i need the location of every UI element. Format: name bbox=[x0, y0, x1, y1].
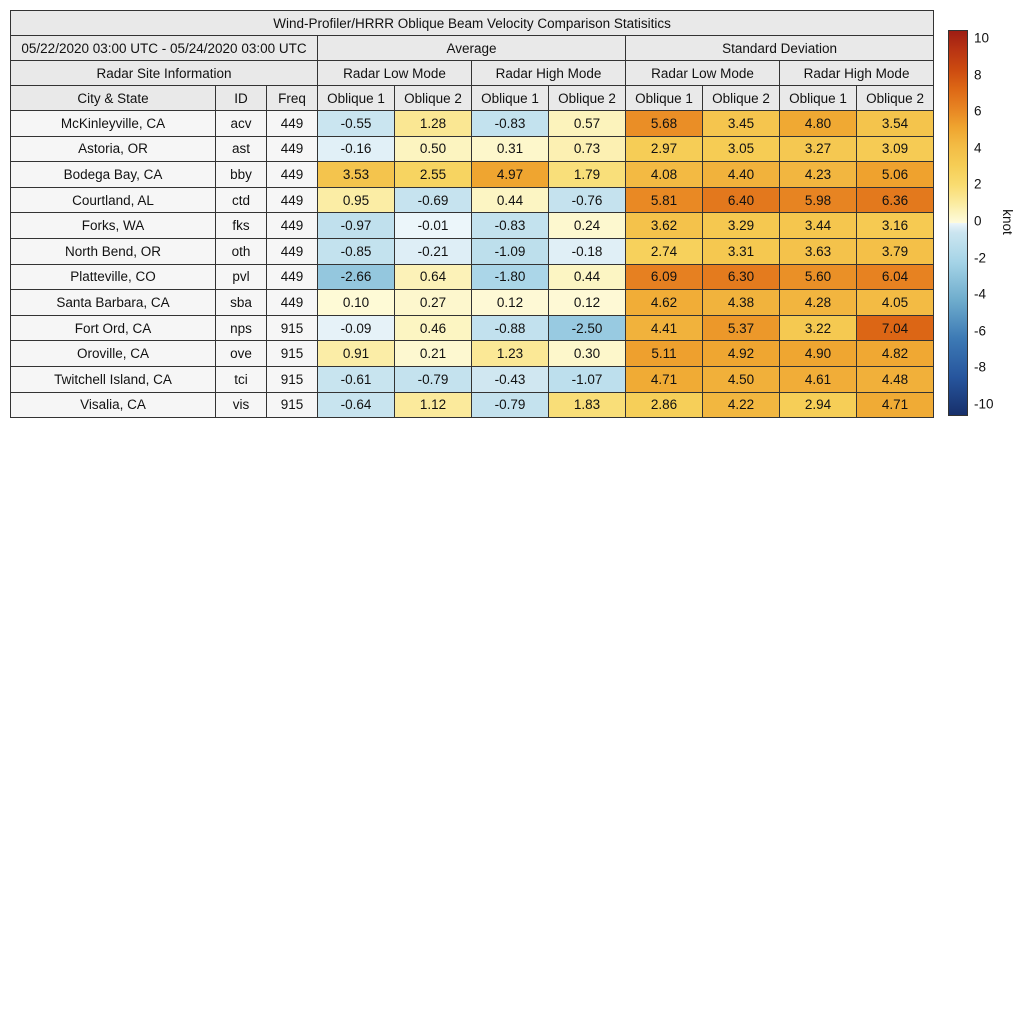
value-cell-avg-low-oblique1: -0.09 bbox=[318, 315, 395, 341]
id-cell: tci bbox=[216, 366, 267, 392]
avg-high-mode-header: Radar High Mode bbox=[472, 61, 626, 86]
id-cell: acv bbox=[216, 111, 267, 137]
value-cell-avg-high-oblique2: -2.50 bbox=[549, 315, 626, 341]
chart-title: Wind-Profiler/HRRR Oblique Beam Velocity Comparison Statisitics bbox=[11, 11, 934, 36]
freq-cell: 449 bbox=[267, 187, 318, 213]
value-cell-std-high-oblique2: 3.09 bbox=[857, 136, 934, 162]
oblique1-header: Oblique 1 bbox=[626, 86, 703, 111]
freq-cell: 449 bbox=[267, 264, 318, 290]
std-low-mode-header: Radar Low Mode bbox=[626, 61, 780, 86]
city-cell: Forks, WA bbox=[11, 213, 216, 239]
colorbar-tick-label: 4 bbox=[974, 140, 982, 156]
value-cell-avg-low-oblique1: -0.16 bbox=[318, 136, 395, 162]
value-cell-avg-high-oblique2: 0.12 bbox=[549, 290, 626, 316]
city-cell: Fort Ord, CA bbox=[11, 315, 216, 341]
value-cell-avg-low-oblique2: 0.46 bbox=[395, 315, 472, 341]
colorbar-tick-label: -4 bbox=[974, 286, 987, 302]
value-cell-avg-high-oblique2: -1.07 bbox=[549, 366, 626, 392]
freq-cell: 915 bbox=[267, 315, 318, 341]
value-cell-std-high-oblique2: 4.48 bbox=[857, 366, 934, 392]
value-cell-avg-low-oblique1: -0.55 bbox=[318, 111, 395, 137]
std-deviation-group-header: Standard Deviation bbox=[626, 36, 934, 61]
city-cell: McKinleyville, CA bbox=[11, 111, 216, 137]
value-cell-std-low-oblique1: 4.08 bbox=[626, 162, 703, 188]
colorbar bbox=[948, 0, 1024, 430]
freq-cell: 915 bbox=[267, 366, 318, 392]
value-cell-std-low-oblique2: 3.05 bbox=[703, 136, 780, 162]
date-range-label: 05/22/2020 03:00 UTC - 05/24/2020 03:00 UTC bbox=[11, 36, 318, 61]
id-cell: pvl bbox=[216, 264, 267, 290]
value-cell-avg-high-oblique1: -1.09 bbox=[472, 238, 549, 264]
value-cell-avg-high-oblique1: -0.43 bbox=[472, 366, 549, 392]
table-row bbox=[11, 213, 934, 239]
value-cell-avg-low-oblique2: 0.27 bbox=[395, 290, 472, 316]
value-cell-avg-high-oblique1: 0.12 bbox=[472, 290, 549, 316]
oblique1-header: Oblique 1 bbox=[318, 86, 395, 111]
value-cell-std-low-oblique2: 4.40 bbox=[703, 162, 780, 188]
value-cell-avg-high-oblique1: -1.80 bbox=[472, 264, 549, 290]
value-cell-std-low-oblique2: 3.31 bbox=[703, 238, 780, 264]
oblique2-header: Oblique 2 bbox=[703, 86, 780, 111]
value-cell-std-high-oblique2: 7.04 bbox=[857, 315, 934, 341]
value-cell-std-low-oblique2: 4.22 bbox=[703, 392, 780, 418]
value-cell-std-low-oblique1: 2.74 bbox=[626, 238, 703, 264]
value-cell-std-low-oblique2: 5.37 bbox=[703, 315, 780, 341]
value-cell-avg-low-oblique1: -2.66 bbox=[318, 264, 395, 290]
value-cell-std-high-oblique1: 5.60 bbox=[780, 264, 857, 290]
title-row bbox=[11, 11, 934, 36]
std-high-mode-header: Radar High Mode bbox=[780, 61, 934, 86]
value-cell-avg-low-oblique2: 0.21 bbox=[395, 341, 472, 367]
value-cell-std-low-oblique1: 4.71 bbox=[626, 366, 703, 392]
value-cell-avg-low-oblique2: -0.01 bbox=[395, 213, 472, 239]
value-cell-avg-low-oblique1: -0.97 bbox=[318, 213, 395, 239]
colorbar-tick-label: 6 bbox=[974, 103, 982, 119]
freq-cell: 915 bbox=[267, 341, 318, 367]
freq-cell: 449 bbox=[267, 213, 318, 239]
group-header-row bbox=[11, 36, 934, 61]
value-cell-avg-high-oblique1: -0.83 bbox=[472, 213, 549, 239]
value-cell-avg-low-oblique2: -0.21 bbox=[395, 238, 472, 264]
value-cell-std-high-oblique1: 4.23 bbox=[780, 162, 857, 188]
value-cell-std-high-oblique1: 3.27 bbox=[780, 136, 857, 162]
oblique1-header: Oblique 1 bbox=[472, 86, 549, 111]
value-cell-avg-low-oblique2: 2.55 bbox=[395, 162, 472, 188]
freq-header: Freq bbox=[267, 86, 318, 111]
oblique2-header: Oblique 2 bbox=[395, 86, 472, 111]
value-cell-std-low-oblique2: 3.29 bbox=[703, 213, 780, 239]
city-cell: Twitchell Island, CA bbox=[11, 366, 216, 392]
value-cell-avg-low-oblique2: 1.28 bbox=[395, 111, 472, 137]
avg-low-mode-header: Radar Low Mode bbox=[318, 61, 472, 86]
value-cell-avg-low-oblique1: 0.91 bbox=[318, 341, 395, 367]
value-cell-std-high-oblique2: 4.05 bbox=[857, 290, 934, 316]
value-cell-avg-low-oblique2: 0.64 bbox=[395, 264, 472, 290]
value-cell-avg-high-oblique2: -0.76 bbox=[549, 187, 626, 213]
value-cell-std-low-oblique1: 4.41 bbox=[626, 315, 703, 341]
colorbar-tick-label: -8 bbox=[974, 359, 987, 375]
city-cell: Courtland, AL bbox=[11, 187, 216, 213]
oblique2-header: Oblique 2 bbox=[857, 86, 934, 111]
value-cell-std-low-oblique1: 2.86 bbox=[626, 392, 703, 418]
value-cell-std-high-oblique1: 4.61 bbox=[780, 366, 857, 392]
value-cell-std-high-oblique1: 3.22 bbox=[780, 315, 857, 341]
id-cell: nps bbox=[216, 315, 267, 341]
id-cell: ove bbox=[216, 341, 267, 367]
value-cell-std-high-oblique2: 3.54 bbox=[857, 111, 934, 137]
value-cell-avg-high-oblique2: 0.24 bbox=[549, 213, 626, 239]
colorbar-tick-label: 2 bbox=[974, 176, 982, 192]
colorbar-tick-label: 10 bbox=[974, 30, 990, 46]
value-cell-avg-low-oblique1: -0.64 bbox=[318, 392, 395, 418]
value-cell-avg-high-oblique1: -0.79 bbox=[472, 392, 549, 418]
id-cell: ctd bbox=[216, 187, 267, 213]
value-cell-avg-high-oblique2: 1.83 bbox=[549, 392, 626, 418]
value-cell-avg-high-oblique2: 0.44 bbox=[549, 264, 626, 290]
value-cell-avg-high-oblique2: 0.73 bbox=[549, 136, 626, 162]
column-header-row bbox=[11, 86, 934, 111]
freq-cell: 449 bbox=[267, 111, 318, 137]
mode-header-row bbox=[11, 61, 934, 86]
value-cell-avg-high-oblique1: 0.44 bbox=[472, 187, 549, 213]
value-cell-avg-high-oblique2: -0.18 bbox=[549, 238, 626, 264]
city-cell: Visalia, CA bbox=[11, 392, 216, 418]
colorbar-tick-label: -6 bbox=[974, 323, 987, 339]
id-cell: fks bbox=[216, 213, 267, 239]
value-cell-std-low-oblique1: 5.81 bbox=[626, 187, 703, 213]
table-row bbox=[11, 366, 934, 392]
value-cell-std-low-oblique2: 4.38 bbox=[703, 290, 780, 316]
value-cell-std-low-oblique2: 6.30 bbox=[703, 264, 780, 290]
value-cell-avg-low-oblique1: 3.53 bbox=[318, 162, 395, 188]
value-cell-std-low-oblique1: 5.11 bbox=[626, 341, 703, 367]
colorbar-tick-label: -2 bbox=[974, 250, 987, 266]
statistics-table bbox=[10, 10, 934, 418]
value-cell-std-high-oblique1: 5.98 bbox=[780, 187, 857, 213]
city-cell: Santa Barbara, CA bbox=[11, 290, 216, 316]
table-row bbox=[11, 187, 934, 213]
value-cell-avg-low-oblique2: 1.12 bbox=[395, 392, 472, 418]
value-cell-avg-high-oblique1: -0.88 bbox=[472, 315, 549, 341]
value-cell-avg-low-oblique1: 0.10 bbox=[318, 290, 395, 316]
value-cell-avg-low-oblique2: -0.69 bbox=[395, 187, 472, 213]
value-cell-std-low-oblique1: 6.09 bbox=[626, 264, 703, 290]
value-cell-avg-high-oblique2: 0.57 bbox=[549, 111, 626, 137]
colorbar-gradient bbox=[948, 30, 968, 416]
value-cell-avg-high-oblique1: 0.31 bbox=[472, 136, 549, 162]
value-cell-std-high-oblique1: 3.63 bbox=[780, 238, 857, 264]
value-cell-std-low-oblique2: 3.45 bbox=[703, 111, 780, 137]
city-state-header: City & State bbox=[11, 86, 216, 111]
oblique1-header: Oblique 1 bbox=[780, 86, 857, 111]
id-header: ID bbox=[216, 86, 267, 111]
value-cell-avg-low-oblique1: 0.95 bbox=[318, 187, 395, 213]
table-row bbox=[11, 238, 934, 264]
value-cell-avg-high-oblique1: -0.83 bbox=[472, 111, 549, 137]
table-row bbox=[11, 264, 934, 290]
value-cell-avg-high-oblique1: 1.23 bbox=[472, 341, 549, 367]
value-cell-std-high-oblique2: 6.36 bbox=[857, 187, 934, 213]
colorbar-tick-label: 8 bbox=[974, 67, 982, 83]
freq-cell: 449 bbox=[267, 238, 318, 264]
table-body bbox=[11, 111, 934, 418]
value-cell-avg-low-oblique2: 0.50 bbox=[395, 136, 472, 162]
value-cell-std-low-oblique1: 2.97 bbox=[626, 136, 703, 162]
value-cell-std-low-oblique2: 4.50 bbox=[703, 366, 780, 392]
table-row bbox=[11, 315, 934, 341]
city-cell: Oroville, CA bbox=[11, 341, 216, 367]
value-cell-std-high-oblique2: 3.79 bbox=[857, 238, 934, 264]
table-row bbox=[11, 162, 934, 188]
value-cell-std-low-oblique1: 5.68 bbox=[626, 111, 703, 137]
freq-cell: 449 bbox=[267, 162, 318, 188]
oblique2-header: Oblique 2 bbox=[549, 86, 626, 111]
id-cell: bby bbox=[216, 162, 267, 188]
value-cell-std-high-oblique2: 3.16 bbox=[857, 213, 934, 239]
id-cell: oth bbox=[216, 238, 267, 264]
value-cell-std-high-oblique2: 5.06 bbox=[857, 162, 934, 188]
id-cell: sba bbox=[216, 290, 267, 316]
value-cell-avg-high-oblique2: 0.30 bbox=[549, 341, 626, 367]
value-cell-std-high-oblique2: 4.82 bbox=[857, 341, 934, 367]
value-cell-avg-low-oblique1: -0.85 bbox=[318, 238, 395, 264]
id-cell: vis bbox=[216, 392, 267, 418]
value-cell-std-high-oblique1: 4.28 bbox=[780, 290, 857, 316]
value-cell-std-low-oblique1: 3.62 bbox=[626, 213, 703, 239]
colorbar-tick-label: -10 bbox=[974, 396, 994, 412]
id-cell: ast bbox=[216, 136, 267, 162]
table-row bbox=[11, 290, 934, 316]
freq-cell: 449 bbox=[267, 290, 318, 316]
value-cell-std-low-oblique2: 6.40 bbox=[703, 187, 780, 213]
site-info-header: Radar Site Information bbox=[11, 61, 318, 86]
value-cell-std-high-oblique1: 4.80 bbox=[780, 111, 857, 137]
value-cell-std-high-oblique2: 6.04 bbox=[857, 264, 934, 290]
city-cell: Platteville, CO bbox=[11, 264, 216, 290]
value-cell-std-high-oblique1: 3.44 bbox=[780, 213, 857, 239]
table-row bbox=[11, 392, 934, 418]
table-row bbox=[11, 341, 934, 367]
freq-cell: 449 bbox=[267, 136, 318, 162]
table-row bbox=[11, 111, 934, 137]
value-cell-std-high-oblique1: 4.90 bbox=[780, 341, 857, 367]
freq-cell: 915 bbox=[267, 392, 318, 418]
average-group-header: Average bbox=[318, 36, 626, 61]
colorbar-unit-label: knot bbox=[1000, 209, 1015, 235]
city-cell: Astoria, OR bbox=[11, 136, 216, 162]
value-cell-avg-high-oblique1: 4.97 bbox=[472, 162, 549, 188]
value-cell-avg-low-oblique2: -0.79 bbox=[395, 366, 472, 392]
colorbar-tick-label: 0 bbox=[974, 213, 982, 229]
value-cell-std-high-oblique2: 4.71 bbox=[857, 392, 934, 418]
value-cell-std-low-oblique2: 4.92 bbox=[703, 341, 780, 367]
value-cell-avg-high-oblique2: 1.79 bbox=[549, 162, 626, 188]
city-cell: Bodega Bay, CA bbox=[11, 162, 216, 188]
value-cell-avg-low-oblique1: -0.61 bbox=[318, 366, 395, 392]
table-row bbox=[11, 136, 934, 162]
value-cell-std-high-oblique1: 2.94 bbox=[780, 392, 857, 418]
value-cell-std-low-oblique1: 4.62 bbox=[626, 290, 703, 316]
city-cell: North Bend, OR bbox=[11, 238, 216, 264]
